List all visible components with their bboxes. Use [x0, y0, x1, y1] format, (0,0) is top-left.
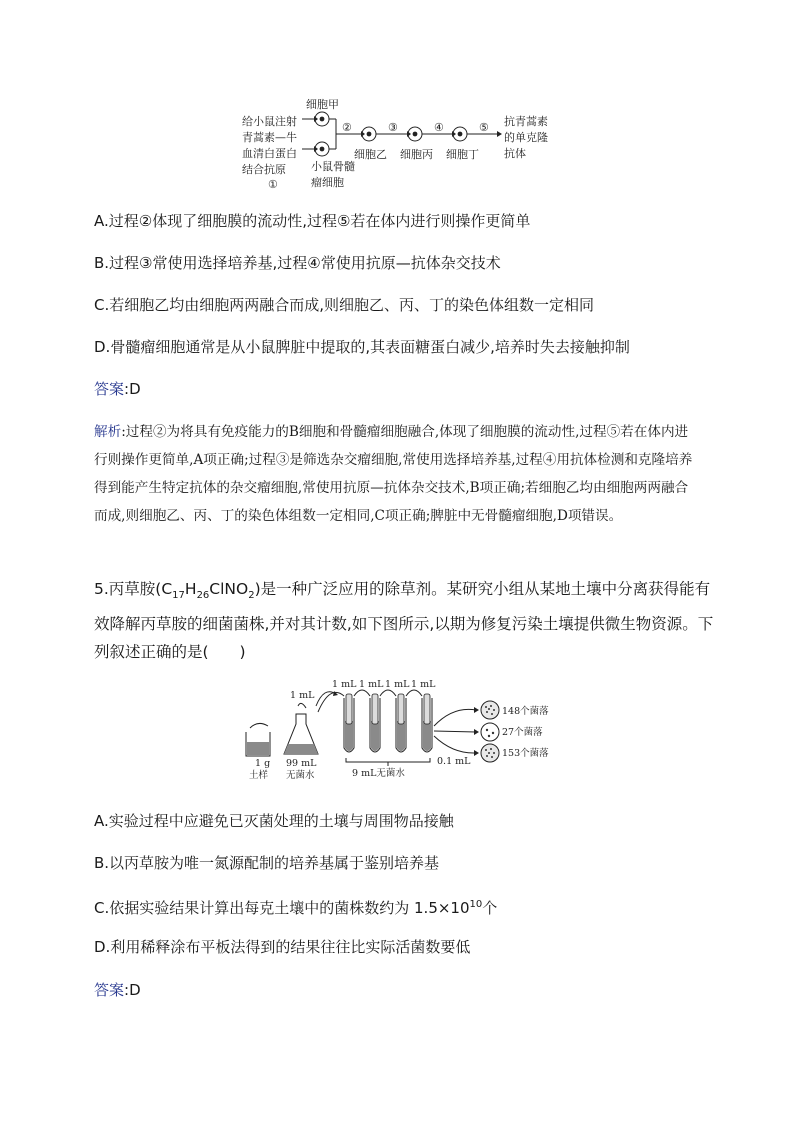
inject-label-line3: 血清白蛋白 [242, 147, 297, 160]
explanation-label: 解析 [94, 424, 122, 440]
spread-volume: 0.1 mL [437, 756, 471, 767]
formula-h: H [184, 580, 197, 598]
product-label-line3: 抗体 [504, 147, 526, 160]
first-transfer-volume: 1 mL [290, 690, 315, 701]
inject-label-line4: 结合抗原 [242, 163, 286, 176]
tube-transfer-volume-1: 1 mL [332, 679, 357, 690]
q5-option-c-unit: 个 [482, 899, 498, 917]
q5-stem [94, 575, 714, 666]
q5-option-c [94, 895, 497, 918]
answer-label: 答案 [94, 380, 125, 398]
q5-option-b: B.以丙草胺为唯一氮源配制的培养基属于鉴别培养基 [94, 854, 440, 872]
q4-option-c: C.若细胞乙均由细胞两两融合而成,则细胞乙、丙、丁的染色体组数一定相同 [94, 296, 595, 314]
flask-label-2: 无菌水 [286, 770, 315, 781]
q4-option-b: B.过程③常使用选择培养基,过程④常使用抗原—抗体杂交技术 [94, 254, 501, 272]
colony-count-1: 148个菌落 [502, 706, 549, 717]
inject-label-line2: 青蒿素—牛 [242, 131, 297, 144]
q4-explanation [94, 418, 700, 530]
monoclonal-antibody-diagram [238, 92, 568, 192]
formula-sub-17: 17 [172, 590, 185, 602]
q4-option-a: A.过程②体现了细胞膜的流动性,过程⑤若在体内进行则操作更简单 [94, 212, 531, 230]
q5-option-c-text: C.依据实验结果计算出每克土壤中的菌株数约为 1.5×10 [94, 899, 470, 917]
soil-sample-label-1: 1 g [255, 758, 271, 769]
soil-sample-label-2: 土样 [249, 770, 269, 781]
step5-marker: ⑤ [479, 121, 489, 134]
tube-transfer-volume-3: 1 mL [385, 679, 410, 690]
q5-answer [94, 980, 141, 1000]
answer-label: 答案 [94, 981, 125, 999]
step1-marker: ① [268, 178, 278, 191]
inject-label-line1: 给小鼠注射 [242, 115, 297, 128]
serial-dilution-diagram [238, 676, 583, 784]
tube-transfer-volume-2: 1 mL [359, 679, 384, 690]
q5-option-c-exponent: 10 [469, 899, 483, 910]
myeloma-label-line1: 小鼠骨髓 [311, 160, 355, 173]
flask-label-1: 99 mL [286, 758, 317, 769]
cell-d-label: 细胞丁 [446, 148, 479, 161]
step4-marker: ④ [434, 121, 444, 134]
formula-sub-2: 2 [248, 590, 255, 602]
product-label-line1: 抗青蒿素 [504, 115, 548, 128]
q4-option-d: D.骨髓瘤细胞通常是从小鼠脾脏中提取的,其表面糖蛋白减少,培养时失去接触抑制 [94, 338, 630, 356]
myeloma-label-line2: 瘤细胞 [311, 176, 344, 189]
q5-option-d: D.利用稀释涂布平板法得到的结果往往比实际活菌数要低 [94, 938, 471, 956]
formula-sub-26: 26 [196, 590, 210, 602]
q5-stem-rest: )是一种广泛应用的除草剂。某研究小组从某地土壤中分离获得能有效降解丙草胺的细菌菌株,并对其计数,如下图所示,以期为修复污染土壤提供微生物资源。下列叙述正确的是( ) [94, 580, 714, 662]
tubes-label: 9 mL无菌水 [352, 768, 405, 779]
answer-value: :D [124, 380, 141, 398]
cell-c-label: 细胞丙 [400, 148, 433, 161]
q5-option-a: A.实验过程中应避免已灭菌处理的土壤与周围物品接触 [94, 812, 454, 830]
q4-answer [94, 379, 141, 399]
formula-clno: ClNO [209, 580, 249, 598]
explanation-text: :过程②为将具有免疫能力的B细胞和骨髓瘤细胞融合,体现了细胞膜的流动性,过程⑤若在体内进行则操作更简单,A项正确;过程③是筛选杂交瘤细胞,常使用选择培养基,过程④用抗体检测和克隆培养得到能产生特定抗体的杂交瘤细胞,常使用抗原—抗体杂交技术,B项正确;若细胞乙均由细胞两两融合而成,则细胞乙、丙、丁的染色体组数一定相同,C项正确;脾脏中无骨髓瘤细胞,D项错误。 [94, 424, 693, 524]
colony-count-3: 153个菌落 [502, 748, 549, 759]
colony-count-2: 27个菌落 [502, 727, 543, 738]
tube-transfer-volume-4: 1 mL [411, 679, 436, 690]
q5-stem-start: 丙草胺(C [108, 580, 173, 598]
cell-b-label: 细胞乙 [354, 148, 387, 161]
q5-number: 5. [94, 580, 109, 598]
step2-marker: ② [342, 121, 352, 134]
answer-value: :D [124, 981, 141, 999]
product-label-line2: 的单克隆 [504, 131, 548, 144]
step3-marker: ③ [388, 121, 398, 134]
cell-a-label: 细胞甲 [306, 98, 339, 111]
